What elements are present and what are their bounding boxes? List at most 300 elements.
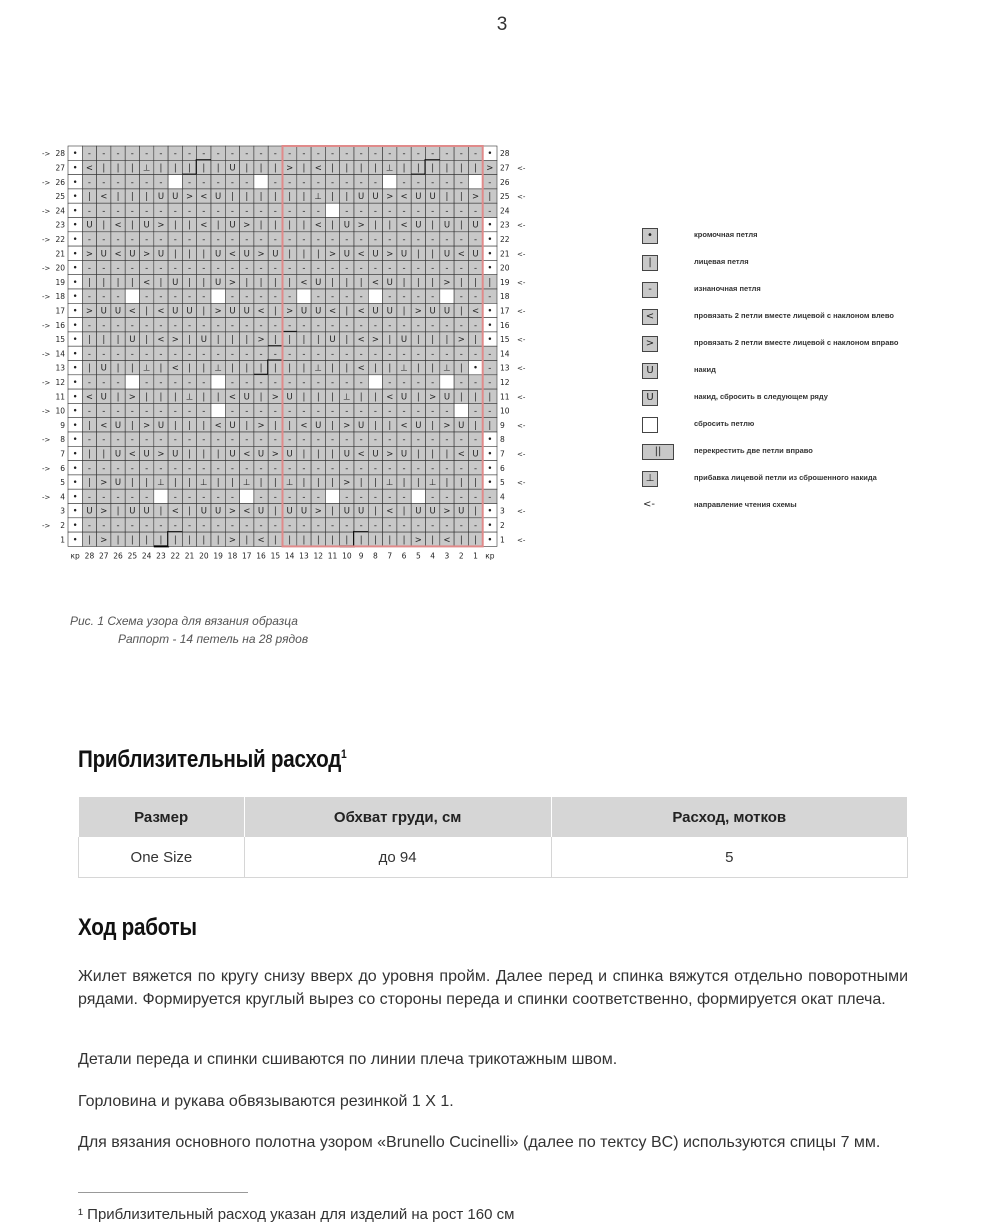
chart-symbol: -: [130, 435, 134, 446]
chart-cell: [368, 375, 382, 389]
chart-symbol: U: [243, 392, 250, 403]
chart-symbol: ⊥: [314, 363, 322, 374]
chart-symbol: -: [445, 435, 449, 446]
row-arrow: <-: [517, 479, 526, 488]
chart-symbol: -: [288, 206, 292, 217]
chart-symbol: |: [202, 449, 206, 460]
row-number-right: 13: [500, 363, 510, 373]
chart-symbol: -: [245, 206, 249, 217]
chart-symbol: ⊥: [243, 478, 251, 489]
chart-symbol: |: [188, 449, 191, 460]
chart-symbol: -: [345, 320, 349, 331]
chart-symbol: |: [245, 192, 249, 203]
chart-symbol: |: [416, 478, 420, 489]
column-label: кр: [485, 551, 495, 561]
chart-symbol: -: [259, 206, 263, 217]
chart-symbol: |: [402, 163, 406, 174]
chart-symbol: -: [331, 320, 335, 331]
chart-cell: [254, 175, 268, 189]
chart-symbol: -: [173, 435, 177, 446]
chart-symbol: -: [87, 177, 91, 188]
chart-symbol: -: [116, 520, 120, 531]
chart-symbol: -: [388, 520, 392, 531]
chart-symbol: |: [331, 363, 334, 374]
chart-symbol: -: [416, 234, 420, 245]
chart-symbol: -: [273, 177, 277, 188]
chart-symbol: <: [357, 306, 365, 317]
chart-symbol: -: [331, 149, 335, 160]
chart-symbol: -: [388, 149, 392, 160]
chart-symbol: -: [173, 463, 177, 474]
chart-symbol: U: [114, 478, 122, 489]
chart-symbol: >: [414, 306, 422, 317]
chart-symbol: -: [230, 263, 234, 274]
chart-symbol: -: [173, 492, 177, 503]
row-number-left: 1: [60, 535, 65, 545]
column-label: 13: [299, 551, 309, 561]
legend-text: изнаночная петля: [694, 284, 761, 293]
chart-symbol: -: [416, 435, 420, 446]
row-number-right: 9: [500, 420, 505, 430]
chart-symbol: <: [328, 306, 337, 317]
row-arrow: <-: [517, 421, 526, 430]
chart-symbol: |: [445, 163, 449, 174]
row-number-left: 2: [60, 520, 65, 530]
chart-symbol: |: [402, 306, 406, 317]
chart-symbol: -: [116, 377, 120, 388]
chart-symbol: |: [431, 449, 435, 460]
chart-symbol: U: [443, 306, 451, 317]
column-label: 26: [113, 551, 123, 561]
chart-symbol: |: [431, 277, 435, 288]
chart-symbol: -: [202, 149, 206, 160]
chart-symbol: U: [286, 449, 293, 460]
chart-symbol: -: [230, 492, 234, 503]
column-label: кр: [70, 551, 80, 561]
chart-symbol: -: [245, 349, 249, 360]
legend-item-drop: [640, 417, 980, 444]
chart-symbol: U: [272, 249, 279, 260]
chart-symbol: -: [431, 320, 435, 331]
chart-symbol: -: [102, 349, 106, 360]
chart-symbol: <: [400, 420, 408, 431]
chart-symbol: U: [358, 420, 365, 431]
chart-symbol: U: [129, 506, 136, 517]
chart-symbol: -: [202, 492, 206, 503]
chart-symbol: -: [316, 149, 320, 160]
chart-symbol: |: [302, 535, 306, 546]
chart-symbol: -: [288, 406, 292, 417]
chart-symbol: -: [102, 520, 106, 531]
chart-symbol: •: [72, 206, 78, 217]
chart-symbol: U: [415, 506, 422, 517]
chart-symbol: -: [316, 234, 320, 245]
chart-symbol: >: [429, 392, 437, 403]
chart-symbol: •: [487, 535, 493, 546]
row-number-right: 14: [500, 349, 510, 359]
chart-symbol: |: [402, 535, 406, 546]
column-label: 9: [358, 551, 364, 561]
chart-symbol: -: [259, 263, 263, 274]
chart-symbol: -: [445, 520, 449, 531]
chart-symbol: |: [188, 277, 191, 288]
chart-symbol: -: [202, 435, 206, 446]
chart-symbol: -: [359, 149, 363, 160]
chart-symbol: >: [143, 249, 151, 260]
chart-symbol: -: [388, 377, 392, 388]
chart-symbol: <: [200, 192, 208, 203]
chart-symbol: -: [445, 349, 449, 360]
row-arrow: ->: [42, 464, 51, 473]
chart-symbol: ⊥: [157, 478, 165, 489]
chart-symbol: >: [185, 192, 194, 203]
chart-symbol: -: [388, 406, 392, 417]
chart-symbol: U: [114, 449, 122, 460]
chart-symbol: -: [188, 435, 192, 446]
chart-symbol: •: [487, 149, 493, 160]
chart-symbol: U: [100, 363, 107, 374]
chart-symbol: |: [173, 249, 177, 260]
chart-symbol: <: [128, 449, 136, 460]
chart-symbol: <: [386, 392, 394, 403]
row-number-left: 14: [55, 349, 65, 359]
chart-symbol: >: [386, 449, 394, 460]
chart-symbol: -: [130, 320, 134, 331]
chart-symbol: |: [416, 249, 420, 260]
chart-symbol: |: [431, 363, 435, 374]
row-number-left: 26: [55, 177, 65, 187]
row-number-left: 28: [55, 149, 65, 159]
chart-symbol: |: [188, 363, 191, 374]
col-size: Размер: [79, 797, 245, 837]
chart-symbol: -: [402, 349, 406, 360]
chart-symbol: -: [459, 149, 463, 160]
chart-symbol: -: [431, 463, 435, 474]
chart-symbol: -: [87, 206, 91, 217]
chart-symbol: -: [130, 406, 134, 417]
chart-symbol: ⊥: [185, 392, 194, 403]
chart-symbol: |: [488, 277, 492, 288]
chart-symbol: <: [257, 306, 265, 317]
chart-symbol: -: [230, 292, 234, 303]
chart-symbol: -: [145, 292, 149, 303]
chart-symbol: |: [374, 220, 377, 231]
chart-symbol: |: [216, 392, 220, 403]
chart-symbol: |: [431, 420, 435, 431]
chart-symbol: |: [459, 277, 463, 288]
chart-symbol: -: [359, 206, 363, 217]
chart-symbol: -: [87, 520, 91, 531]
column-label: 3: [444, 551, 450, 561]
chart-symbol: -: [359, 292, 363, 303]
chart-symbol: -: [459, 320, 463, 331]
chart-symbol: -: [445, 463, 449, 474]
column-label: 28: [84, 551, 95, 561]
chart-symbol: -: [345, 463, 349, 474]
chart-symbol: >: [228, 506, 237, 517]
chart-symbol: -: [316, 263, 320, 274]
cell-consumption: 5: [551, 837, 907, 878]
row-arrow: <-: [517, 536, 526, 545]
chart-symbol: >: [443, 420, 451, 431]
chart-symbol: |: [88, 335, 91, 346]
chart-symbol: |: [216, 163, 220, 174]
legend-text: накид: [694, 365, 716, 374]
chart-symbol: >: [286, 306, 294, 317]
chart-symbol: |: [459, 220, 463, 231]
chart-symbol: -: [288, 377, 292, 388]
chart-symbol: |: [159, 363, 163, 374]
chart-symbol: U: [386, 306, 393, 317]
legend-text: направление чтения схемы: [694, 500, 797, 509]
chart-symbol: ⊥: [428, 478, 437, 489]
chart-symbol: |: [302, 392, 306, 403]
chart-symbol: |: [130, 220, 134, 231]
chart-symbol: |: [302, 335, 306, 346]
chart-symbol: -: [431, 263, 435, 274]
chart-symbol: -: [445, 492, 449, 503]
column-label: 6: [401, 551, 407, 561]
chart-symbol: -: [445, 177, 449, 188]
chart-symbol: -: [87, 320, 91, 331]
chart-symbol: -: [202, 377, 206, 388]
row-number-left: 25: [55, 192, 65, 202]
row-number-left: 19: [55, 277, 65, 287]
chart-symbol: -: [130, 263, 134, 274]
chart-symbol: <: [128, 306, 136, 317]
chart-symbol: U: [215, 506, 222, 517]
chart-symbol: -: [316, 492, 320, 503]
chart-symbol: -: [159, 149, 163, 160]
chart-symbol: |: [273, 363, 277, 374]
chart-symbol: -: [288, 263, 292, 274]
chart-symbol: •: [72, 234, 78, 245]
chart-symbol: -: [359, 406, 363, 417]
chart-symbol: U: [443, 220, 451, 231]
chart-symbol: -: [230, 463, 234, 474]
chart-symbol: -: [402, 520, 406, 531]
row-number-right: 6: [500, 463, 505, 473]
chart-cell: [211, 403, 225, 417]
chart-symbol: |: [231, 363, 234, 374]
chart-symbol: U: [458, 420, 465, 431]
chart-symbol: |: [331, 163, 334, 174]
chart-symbol: U: [143, 449, 150, 460]
chart-symbol: -: [202, 320, 206, 331]
chart-symbol: -: [230, 349, 234, 360]
chart-symbol: -: [388, 349, 392, 360]
chart-symbol: -: [416, 177, 420, 188]
legend-text: лицевая петля: [694, 257, 749, 266]
chart-symbol: -: [302, 177, 306, 188]
legend-symbol-k2tog-left: <: [642, 309, 658, 325]
chart-symbol: -: [145, 206, 149, 217]
chart-symbol: -: [145, 320, 149, 331]
chart-symbol: -: [173, 320, 177, 331]
chart-symbol: |: [173, 420, 177, 431]
chart-symbol: |: [145, 335, 149, 346]
chart-symbol: U: [443, 392, 451, 403]
chart-symbol: |: [116, 506, 120, 517]
chart-symbol: -: [359, 463, 363, 474]
chart-symbol: <: [257, 535, 265, 546]
row-number-left: 10: [55, 406, 65, 416]
chart-symbol: |: [388, 335, 392, 346]
chart-symbol: <: [443, 535, 451, 546]
chart-symbol: -: [302, 492, 306, 503]
chart-symbol: <: [100, 192, 108, 203]
chart-symbol: U: [157, 420, 165, 431]
chart-symbol: |: [88, 363, 91, 374]
chart-symbol: |: [359, 392, 363, 403]
chart-symbol: -: [102, 492, 106, 503]
table-row: [79, 837, 908, 878]
chart-symbol: |: [159, 392, 163, 403]
chart-symbol: -: [116, 206, 120, 217]
chart-symbol: •: [72, 420, 78, 431]
chart-symbol: -: [345, 406, 349, 417]
chart-symbol: |: [130, 192, 134, 203]
chart-cell: [368, 289, 382, 303]
chart-symbol: -: [488, 177, 492, 188]
chart-symbol: -: [245, 149, 249, 160]
chart-symbol: >: [100, 535, 108, 546]
chart-symbol: |: [188, 478, 191, 489]
chart-symbol: U: [114, 420, 122, 431]
chart-symbol: U: [215, 249, 222, 260]
chart-symbol: <: [171, 363, 179, 374]
chart-symbol: -: [316, 292, 320, 303]
chart-symbol: |: [130, 277, 134, 288]
chart-symbol: -: [388, 463, 392, 474]
chart-symbol: -: [245, 435, 249, 446]
chart-symbol: |: [145, 478, 149, 489]
chart-symbol: -: [188, 206, 192, 217]
chart-symbol: -: [431, 149, 435, 160]
legend-item-increase: [640, 471, 980, 498]
chart-symbol: U: [315, 420, 322, 431]
chart-symbol: -: [116, 492, 120, 503]
chart-symbol: |: [388, 363, 392, 374]
chart-symbol: •: [72, 149, 78, 160]
row-arrow: ->: [42, 493, 51, 502]
chart-symbol: <: [314, 163, 322, 174]
chart-symbol: -: [145, 234, 149, 245]
chart-symbol: -: [474, 520, 478, 531]
chart-symbol: -: [474, 149, 478, 160]
column-label: 19: [213, 551, 223, 561]
chart-symbol: -: [159, 177, 163, 188]
chart-symbol: -: [245, 234, 249, 245]
chart-symbol: -: [488, 206, 492, 217]
chart-symbol: |: [288, 277, 292, 288]
row-number-left: 5: [60, 478, 65, 488]
chart-symbol: •: [487, 506, 493, 517]
chart-symbol: -: [273, 149, 277, 160]
chart-symbol: |: [445, 335, 449, 346]
chart-symbol: ⊥: [386, 478, 394, 489]
chart-symbol: -: [302, 234, 306, 245]
chart-symbol: |: [273, 220, 277, 231]
column-label: 25: [127, 551, 138, 561]
row-arrow: ->: [42, 150, 51, 159]
row-arrow: ->: [42, 436, 51, 445]
chart-symbol: |: [359, 478, 363, 489]
chart-symbol: -: [445, 206, 449, 217]
chart-symbol: |: [231, 478, 234, 489]
chart-symbol: -: [216, 463, 220, 474]
chart-symbol: -: [288, 492, 292, 503]
column-label: 2: [458, 551, 464, 561]
chart-symbol: U: [372, 249, 379, 260]
chart-symbol: U: [129, 249, 136, 260]
chart-symbol: -: [159, 206, 163, 217]
consumption-heading-text: Приблизительный расход: [78, 746, 342, 773]
chart-symbol: -: [130, 177, 134, 188]
chart-symbol: -: [87, 149, 91, 160]
work-paragraph-1: Жилет вяжется по кругу снизу вверх до уровня пройм. Далее перед и спинка вяжутся отдельно поворотными рядами. Формируется круглый вырез со стороны переда и спинки соответственно, формируется окат плеча.: [78, 968, 908, 1008]
chart-symbol: •: [487, 249, 493, 260]
column-label: 14: [284, 551, 295, 561]
chart-symbol: -: [474, 292, 478, 303]
chart-symbol: -: [402, 377, 406, 388]
chart-symbol: |: [402, 478, 406, 489]
chart-symbol: |: [102, 163, 106, 174]
chart-symbol: -: [302, 435, 306, 446]
chart-symbol: |: [116, 192, 120, 203]
chart-symbol: <: [357, 449, 365, 460]
row-arrow: ->: [42, 407, 51, 416]
chart-symbol: •: [487, 234, 493, 245]
chart-symbol: |: [288, 420, 292, 431]
chart-symbol: -: [359, 349, 363, 360]
chart-symbol: -: [102, 149, 106, 160]
chart-symbol: •: [72, 263, 78, 274]
chart-symbol: -: [288, 349, 292, 360]
chart-symbol: -: [159, 520, 163, 531]
chart-symbol: >: [471, 192, 480, 203]
chart-symbol: •: [72, 177, 78, 188]
chart-symbol: U: [186, 306, 193, 317]
chart-symbol: |: [331, 535, 334, 546]
chart-symbol: U: [172, 306, 179, 317]
chart-symbol: U: [343, 249, 350, 260]
chart-symbol: <: [457, 449, 465, 460]
chart-symbol: -: [130, 520, 134, 531]
chart-symbol: >: [357, 220, 365, 231]
chart-symbol: -: [474, 492, 478, 503]
chart-symbol: U: [343, 449, 350, 460]
chart-symbol: |: [374, 506, 377, 517]
chart-symbol: -: [416, 406, 420, 417]
chart-symbol: |: [345, 163, 349, 174]
chart-symbol: •: [72, 192, 78, 203]
legend-symbol-k2tog-right: >: [642, 336, 658, 352]
chart-symbol: -: [431, 234, 435, 245]
chart-symbol: |: [273, 535, 277, 546]
chart-symbol: -: [173, 263, 177, 274]
chart-symbol: -: [416, 149, 420, 160]
chart-symbol: >: [128, 392, 136, 403]
chart-symbol: |: [216, 535, 220, 546]
chart-symbol: >: [257, 249, 265, 260]
chart-symbol: |: [474, 335, 477, 346]
chart-symbol: -: [373, 520, 377, 531]
chart-symbol: -: [202, 234, 206, 245]
chart-symbol: -: [145, 377, 149, 388]
chart-symbol: |: [202, 392, 206, 403]
chart-symbol: •: [72, 335, 78, 346]
